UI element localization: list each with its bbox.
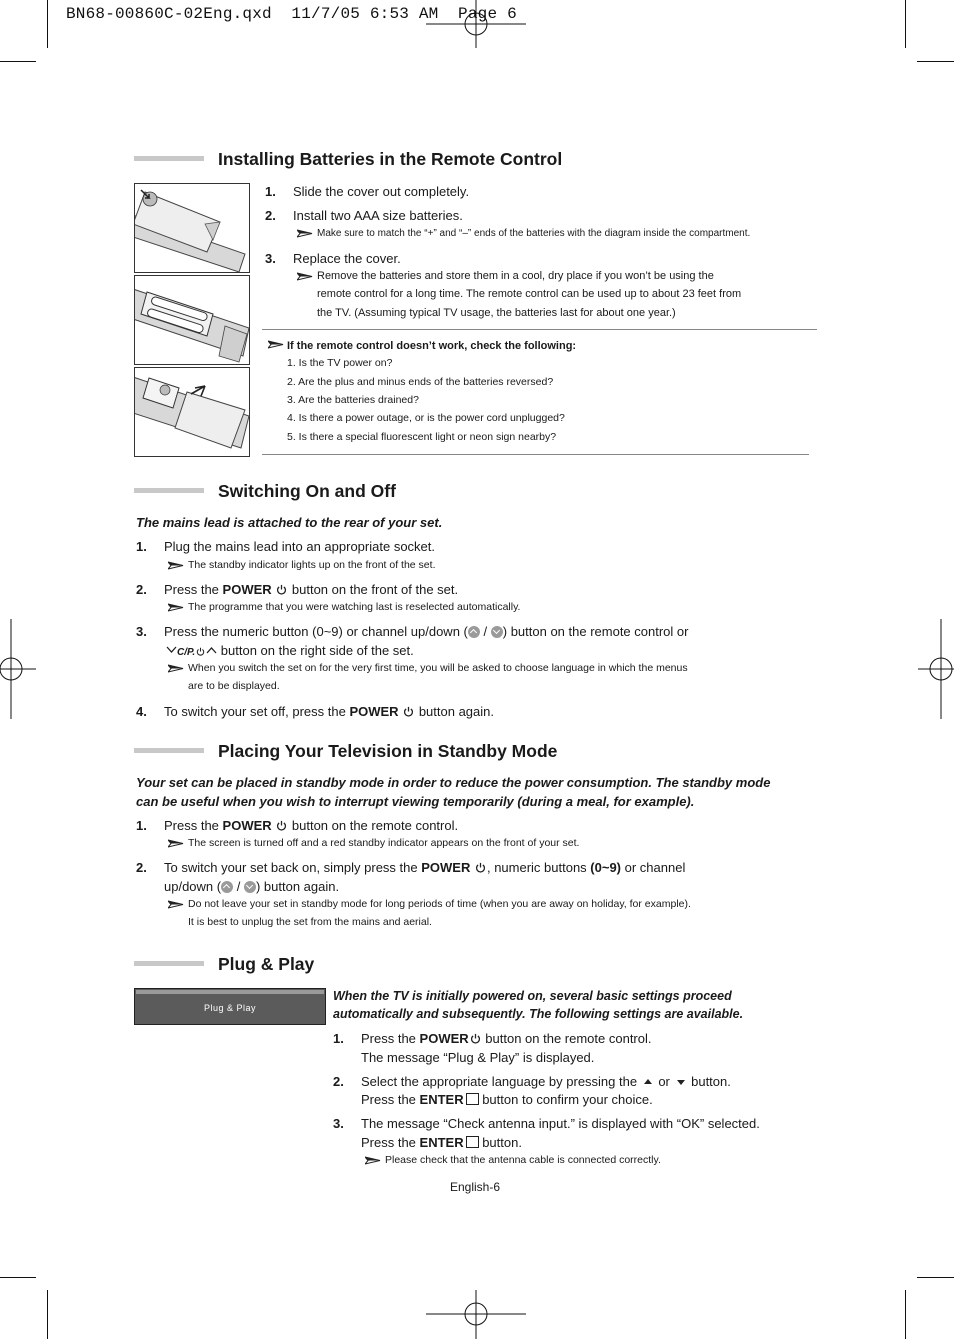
note-text: The programme that you were watching last is reselected automatically. — [188, 601, 521, 613]
note-arrow-icon — [168, 839, 184, 848]
note-arrow-icon — [168, 561, 184, 570]
step-number: 1. — [333, 1031, 344, 1046]
step-text: Press the POWER button on the remote control. — [361, 1031, 652, 1046]
section-bar — [134, 748, 204, 753]
step-text: The message “Plug & Play” is displayed. — [361, 1050, 595, 1065]
note-arrow-icon — [268, 340, 284, 349]
step-text: up/down ( / ) button again. — [164, 879, 340, 894]
arrow-down-icon — [677, 1080, 685, 1085]
step-number: 2. — [136, 582, 147, 597]
osd-label: Plug & Play — [203, 1003, 257, 1013]
channel-down-icon — [491, 626, 503, 638]
troubleshoot-item: 5. Is there a special fluorescent light or neon sign nearby? — [287, 431, 557, 443]
section-bar — [134, 961, 204, 966]
print-slug: BN68-00860C-02Eng.qxd 11/7/05 6:53 AM Page 6 — [66, 5, 517, 23]
step-text: C/P. button on the right side of the set. — [166, 643, 414, 658]
note-arrow-icon — [168, 900, 184, 909]
note-arrow-icon — [365, 1156, 381, 1165]
troubleshoot-item: 4. Is there a power outage, or is the power cord unplugged? — [287, 412, 565, 424]
note-text: Please check that the antenna cable is connected correctly. — [385, 1154, 661, 1166]
power-icon — [276, 820, 287, 831]
note-text: the TV. (Assuming typical TV usage, the batteries last for about one year.) — [317, 307, 676, 319]
note-arrow-icon — [297, 272, 313, 281]
section-title-standby: Placing Your Television in Standby Mode — [218, 741, 558, 761]
enter-icon — [466, 1093, 479, 1105]
troubleshoot-heading: If the remote control doesn’t work, check the following: — [287, 340, 577, 352]
note-arrow-icon — [297, 229, 313, 238]
section-intro: Your set can be placed in standby mode in order to reduce the power consumption. The standby mode — [136, 775, 771, 790]
step-number: 1. — [136, 539, 147, 554]
step-number: 2. — [333, 1074, 344, 1089]
section-bar — [134, 156, 204, 161]
channel-down-icon — [244, 881, 256, 893]
chevron-down-icon — [166, 646, 177, 654]
section-intro: can be useful when you wish to interrupt viewing temporarily (during a meal, for example). — [136, 794, 695, 809]
step-text: Press the numeric button (0~9) or channel up/down ( / ) button on the remote control or — [164, 624, 689, 639]
step-text: Press the ENTER button. — [361, 1135, 522, 1150]
step-text: To switch your set off, press the POWER button again. — [164, 704, 494, 719]
section-title-switching: Switching On and Off — [218, 481, 396, 501]
step-number: 3. — [136, 624, 147, 639]
power-icon — [470, 1033, 481, 1044]
step-text: Replace the cover. — [293, 251, 401, 266]
note-arrow-icon — [168, 664, 184, 673]
enter-icon — [466, 1136, 479, 1148]
section-title-batteries: Installing Batteries in the Remote Control — [218, 149, 563, 169]
step-text: Press the ENTER button to confirm your choice. — [361, 1092, 653, 1107]
note-text: are to be displayed. — [188, 680, 280, 692]
note-text: When you switch the set on for the very first time, you will be asked to choose language in which the menus — [188, 662, 688, 674]
section-title-plug-play: Plug & Play — [218, 954, 315, 974]
note-text: Remove the batteries and store them in a cool, dry place if you won’t be using the — [317, 270, 714, 282]
section-intro: When the TV is initially powered on, several basic settings proceed — [333, 989, 732, 1003]
step-text: Press the POWER button on the remote control. — [164, 818, 459, 833]
step-number: 3. — [265, 251, 276, 266]
channel-up-icon — [468, 626, 480, 638]
step-number: 2. — [265, 208, 276, 223]
step-number: 2. — [136, 860, 147, 875]
step-number: 1. — [265, 184, 276, 199]
section-intro: The mains lead is attached to the rear of your set. — [136, 515, 443, 530]
step-number: 1. — [136, 818, 147, 833]
note-text: remote control for a long time. The remote control can be used up to about 23 feet from — [317, 288, 742, 300]
arrow-up-icon — [644, 1079, 652, 1084]
troubleshoot-item: 2. Are the plus and minus ends of the batteries reversed? — [287, 376, 554, 388]
plug-and-play-osd — [134, 988, 326, 1025]
divider — [262, 329, 817, 330]
step-text: Slide the cover out completely. — [293, 184, 470, 199]
divider — [262, 454, 809, 455]
section-bar — [134, 488, 204, 493]
remote-illustration-slide-cover — [134, 183, 250, 273]
step-text: Select the appropriate language by pressing the or button. — [361, 1074, 731, 1089]
step-text: Install two AAA size batteries. — [293, 208, 463, 223]
note-text: Make sure to match the “+” and “–” ends of the batteries with the diagram inside the compartment. — [317, 228, 751, 239]
power-icon — [276, 584, 287, 595]
note-text: The standby indicator lights up on the front of the set. — [188, 559, 436, 571]
step-number: 4. — [136, 704, 147, 719]
troubleshoot-item: 3. Are the batteries drained? — [287, 394, 419, 406]
note-arrow-icon — [168, 603, 184, 612]
power-icon — [196, 647, 205, 656]
remote-illustration-replace-cover — [134, 367, 250, 457]
osd-header-bar — [136, 990, 324, 994]
note-text: Do not leave your set in standby mode for long periods of time (when you are away on holiday, for example). — [188, 898, 691, 910]
registration-mark-left — [0, 619, 36, 719]
power-icon — [403, 706, 414, 717]
note-text: The screen is turned off and a red standby indicator appears on the front of your set. — [188, 837, 580, 849]
registration-mark-bottom — [426, 1290, 526, 1339]
step-text: Press the POWER button on the front of the set. — [164, 582, 459, 597]
page-number: English-6 — [450, 1180, 501, 1194]
step-number: 3. — [333, 1116, 344, 1131]
section-intro: automatically and subsequently. The following settings are available. — [333, 1007, 744, 1021]
step-text: Plug the mains lead into an appropriate socket. — [164, 539, 436, 554]
registration-mark-right — [918, 619, 954, 719]
note-text: It is best to unplug the set from the mains and aerial. — [188, 916, 432, 928]
chevron-up-icon — [206, 646, 217, 654]
remote-illustration-insert-batteries — [134, 275, 250, 365]
step-text: The message “Check antenna input.” is displayed with “OK” selected. — [361, 1116, 760, 1131]
registration-mark-top — [426, 0, 526, 48]
channel-up-icon — [221, 881, 233, 893]
step-text: To switch your set back on, simply press the POWER , numeric buttons (0~9) or channel — [164, 860, 686, 875]
power-icon — [475, 862, 486, 873]
troubleshoot-item: 1. Is the TV power on? — [287, 357, 393, 369]
